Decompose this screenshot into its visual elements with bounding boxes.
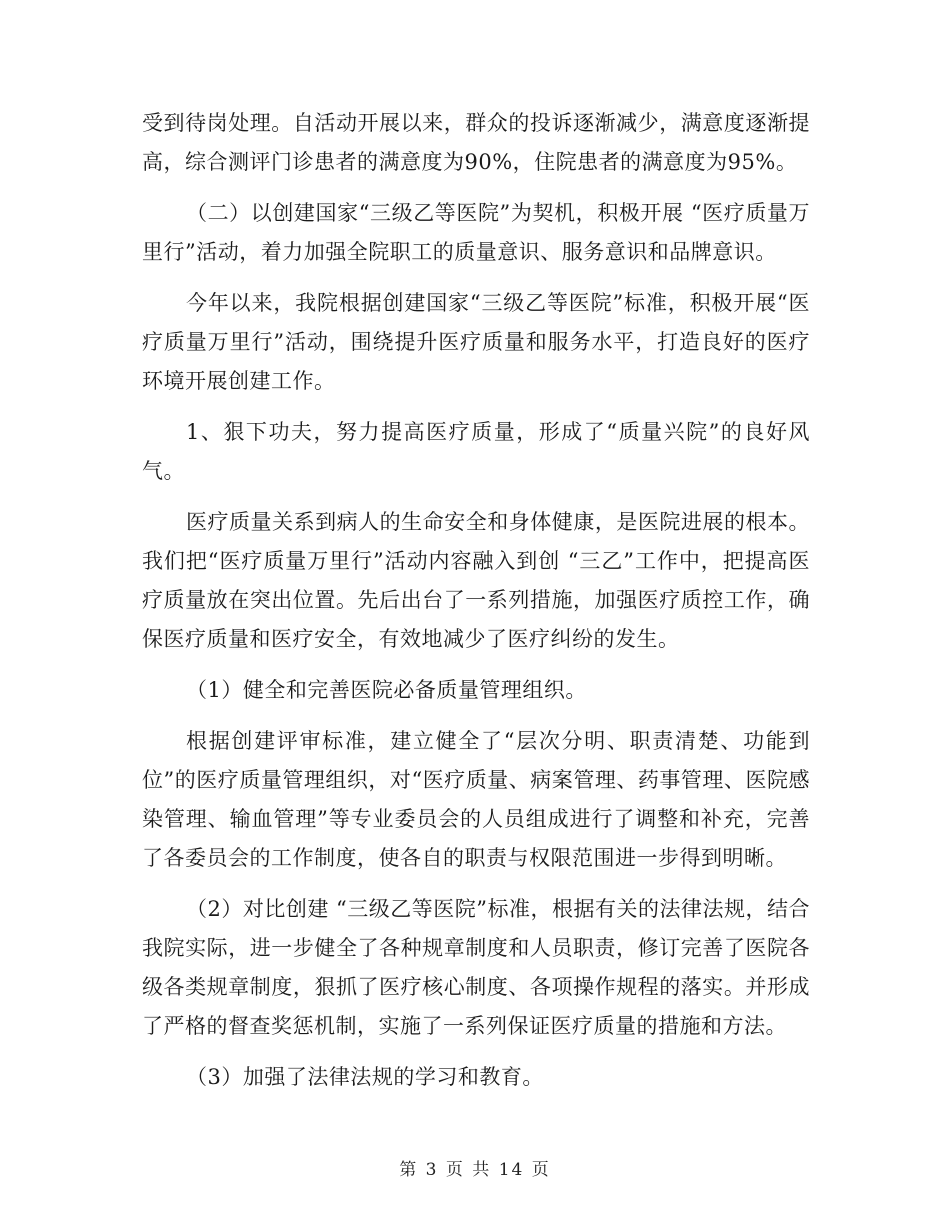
paragraph: 根据创建评审标准，建立健全了“层次分明、职责清楚、功能到位”的医疗质量管理组织，对“医疗质量、病案管理、药事管理、医院感染管理、输血管理”等专业委员会的人员组成进行了调整和补充，完善了各委员会的工作制度，使各自的职责与权限范围进一步得到明晰。 [142,729,810,870]
list-item-2: （2）对比创建 “三级乙等医院”标准，根据有关的法律法规，结合我院实际，进一步健全了各种规章制度和人员职责，修订完善了医院各级各类规章制度，狠抓了医疗核心制度、各项操作规程的落实。并形成了严格的督查奖惩机制，实施了一系列保证医疗质量的措施和方法。 [142,897,811,1038]
section-heading-2: （二）以创建国家“三级乙等医院”为契机，积极开展 “医疗质量万里行”活动，着力加强全院职工的质量意识、服务意识和品牌意识。 [142,201,810,264]
subheading-1: 1、狠下功夫，努力提高医疗质量，形成了“质量兴院”的良好风气。 [142,420,810,483]
paragraph: 医疗质量关系到病人的生命安全和身体健康，是医院进展的根本。我们把“医疗质量万里行”活动内容融入到创 “三乙”工作中，把提高医疗质量放在突出位置。先后出台了一系列措施，加强医疗质控工作，确保医疗质量和医疗安全，有效地减少了医疗纠纷的发生。 [142,510,810,651]
list-item-3: （3）加强了法律法规的学习和教育。 [186,1065,544,1089]
paragraph-continuation: 受到待岗处理。自活动开展以来，群众的投诉逐渐减少，满意度逐渐提高，综合测评门诊患者的满意度为90%，住院患者的满意度为95%。 [142,111,810,174]
page-number: 第 3 页 共 14 页 [399,1160,551,1180]
document-body [142,104,810,1109]
list-item-1: （1）健全和完善医院必备质量管理组织。 [186,678,587,702]
paragraph: 今年以来，我院根据创建国家“三级乙等医院”标准，积极开展“医疗质量万里行”活动，围绕提升医疗质量和服务水平，打造良好的医疗环境开展创建工作。 [142,291,810,393]
